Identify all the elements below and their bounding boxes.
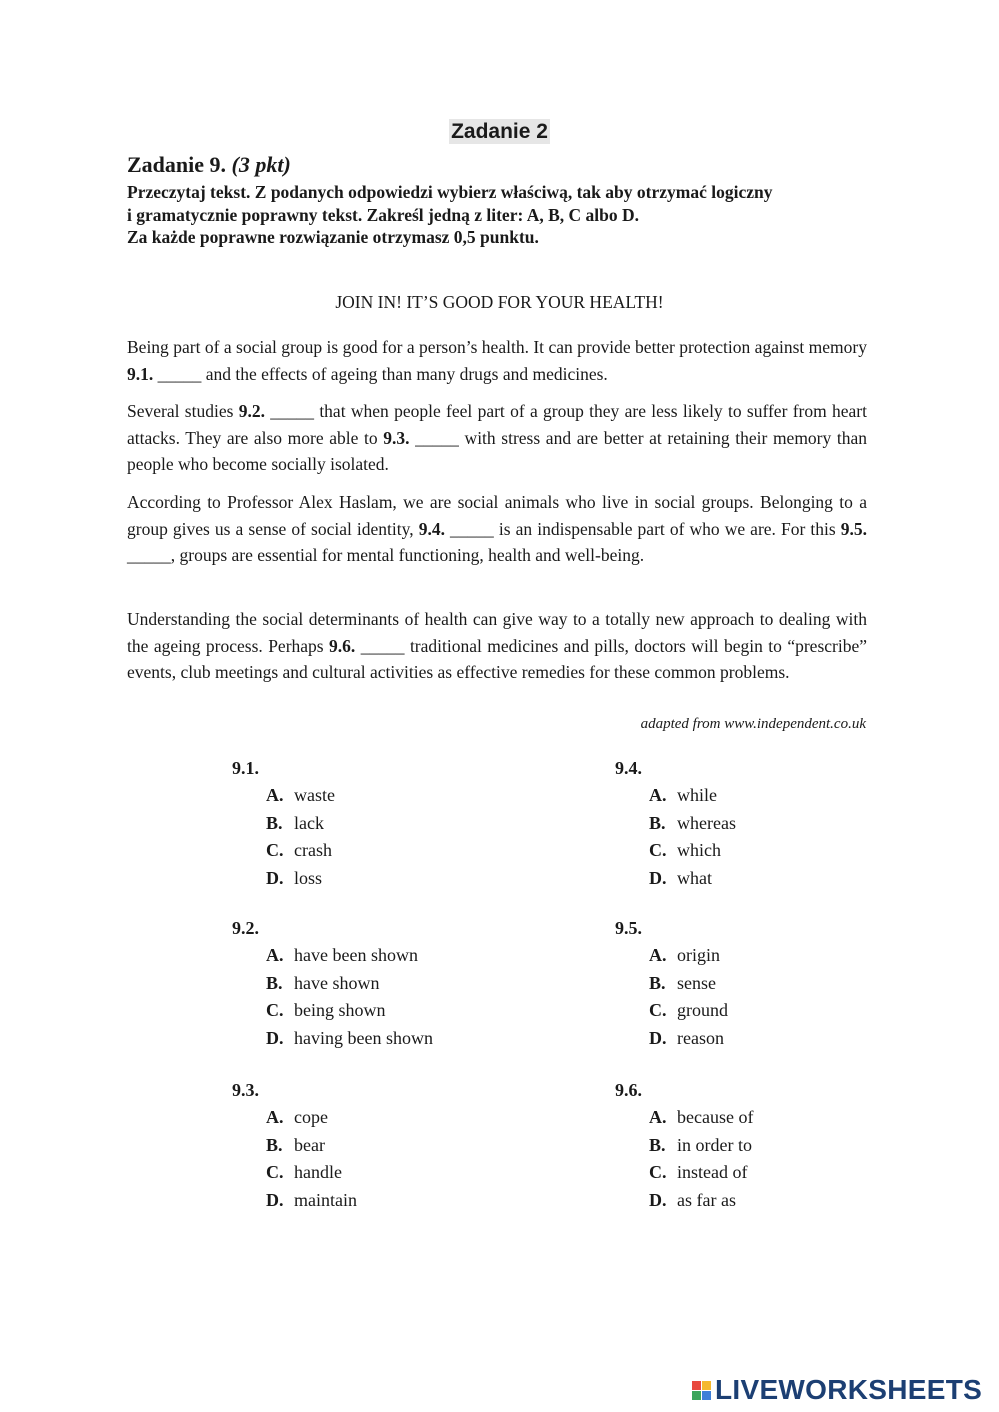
logo-tile bbox=[692, 1381, 701, 1390]
answer-option[interactable] bbox=[615, 810, 736, 838]
question-number: 9.3. bbox=[232, 1080, 259, 1100]
option-text: which bbox=[677, 840, 721, 861]
answer-option[interactable] bbox=[615, 782, 736, 810]
gap-number: 9.6. bbox=[329, 635, 356, 656]
question-9-5 bbox=[615, 914, 728, 1053]
answer-option[interactable] bbox=[615, 865, 736, 893]
liveworksheets-logo[interactable] bbox=[692, 1374, 982, 1406]
option-text: bear bbox=[294, 1134, 325, 1155]
logo-text: LIVEWORKSHEETS bbox=[715, 1374, 983, 1405]
gap-number: 9.2. bbox=[238, 401, 265, 421]
option-text: because of bbox=[677, 1107, 754, 1127]
liveworksheets-icon bbox=[692, 1381, 711, 1400]
option-letter: C. bbox=[266, 1162, 284, 1183]
question-9-3 bbox=[232, 1076, 357, 1215]
option-letter: B. bbox=[649, 972, 666, 993]
article-title: JOIN IN! IT’S GOOD FOR YOUR HEALTH! bbox=[335, 292, 664, 312]
answer-option[interactable] bbox=[232, 782, 335, 810]
paragraph-1 bbox=[127, 334, 867, 387]
option-letter: D. bbox=[266, 868, 284, 889]
instruction-line: Za każde poprawne rozwiązanie otrzymasz 0,5 punktu. bbox=[127, 227, 539, 247]
answer-option[interactable] bbox=[615, 1104, 753, 1132]
option-letter: B. bbox=[649, 812, 666, 833]
answer-option[interactable] bbox=[615, 997, 728, 1025]
option-text: waste bbox=[294, 785, 335, 805]
gap-blank[interactable]: _____ bbox=[270, 401, 315, 421]
question-number: 9.2. bbox=[232, 918, 259, 938]
article-source: adapted from www.independent.co.uk bbox=[640, 716, 866, 732]
gap-blank[interactable]: _____ bbox=[127, 545, 171, 566]
text: Understanding the social determinants of health can give way to a totally new approach to dealing with the ageing process. Perhaps bbox=[127, 609, 867, 656]
answer-option[interactable] bbox=[232, 997, 433, 1025]
answer-option[interactable] bbox=[615, 1132, 753, 1160]
option-letter: C. bbox=[266, 1000, 284, 1021]
option-text: having been shown bbox=[294, 1028, 433, 1049]
option-letter: B. bbox=[266, 812, 283, 833]
option-text: instead of bbox=[677, 1162, 748, 1183]
option-text: ground bbox=[677, 1000, 728, 1021]
option-text: in order to bbox=[677, 1134, 752, 1155]
answer-option[interactable] bbox=[615, 1159, 753, 1187]
option-text: as far as bbox=[677, 1190, 736, 1211]
option-text: handle bbox=[294, 1162, 342, 1183]
question-number: 9.6. bbox=[615, 1080, 642, 1100]
option-letter: C. bbox=[649, 1162, 667, 1183]
text: with stress and are better at retaining their memory than people who become socially isolated. bbox=[127, 427, 868, 475]
gap-number: 9.1. bbox=[127, 363, 154, 384]
answer-option[interactable] bbox=[615, 1025, 728, 1053]
task-points: (3 pkt) bbox=[231, 152, 291, 177]
answer-option[interactable] bbox=[232, 837, 335, 865]
paragraph-3 bbox=[127, 489, 867, 569]
question-number: 9.1. bbox=[232, 758, 259, 778]
option-letter: D. bbox=[649, 1190, 667, 1211]
answer-option[interactable] bbox=[232, 1025, 433, 1053]
question-9-2 bbox=[232, 914, 433, 1053]
option-letter: D. bbox=[266, 1028, 284, 1049]
option-text: have shown bbox=[294, 972, 380, 993]
option-letter: A. bbox=[649, 785, 667, 805]
task-heading bbox=[127, 152, 291, 178]
text: According to Professor Alex Haslam, we are social animals who live in social groups. Belonging to a group gives us a sense of social identity, bbox=[127, 492, 867, 539]
question-9-1 bbox=[232, 754, 335, 893]
logo-tile bbox=[702, 1391, 711, 1400]
page-title: Zadanie 2 bbox=[451, 120, 548, 143]
text: Being part of a social group is good for a person’s health. It can provide better protection against memory bbox=[127, 337, 867, 357]
option-text: reason bbox=[677, 1028, 724, 1049]
answer-option[interactable] bbox=[232, 865, 335, 893]
option-letter: D. bbox=[649, 1028, 667, 1049]
option-letter: B. bbox=[649, 1134, 666, 1155]
option-text: crash bbox=[294, 840, 332, 861]
question-9-4 bbox=[615, 754, 736, 893]
text: is an indispensable part of who we are. For this bbox=[493, 518, 841, 539]
option-text: while bbox=[677, 785, 717, 805]
answer-option[interactable] bbox=[232, 1159, 357, 1187]
answer-option[interactable] bbox=[232, 810, 335, 838]
instruction-line: Przeczytaj tekst. Z podanych odpowiedzi wybierz właściwą, tak aby otrzymać logiczny bbox=[127, 182, 773, 202]
gap-number: 9.5. bbox=[840, 518, 867, 539]
paragraph-2 bbox=[127, 398, 867, 478]
question-number: 9.4. bbox=[615, 758, 642, 778]
option-text: lack bbox=[294, 812, 324, 833]
option-text: loss bbox=[294, 868, 323, 889]
option-letter: A. bbox=[266, 1107, 284, 1127]
option-text: cope bbox=[294, 1107, 328, 1127]
option-letter: C. bbox=[649, 1000, 667, 1021]
text: , groups are essential for mental functioning, health and well-being. bbox=[170, 545, 645, 566]
text: Several studies bbox=[127, 401, 239, 421]
option-text: whereas bbox=[677, 812, 736, 833]
logo-tile bbox=[702, 1381, 711, 1390]
answer-option[interactable] bbox=[232, 1132, 357, 1160]
gap-number: 9.4. bbox=[418, 518, 445, 539]
text: traditional medicines and pills, doctors will begin to “prescribe” events, club meetings and cultural activities as effective remedies for these common problems. bbox=[127, 635, 868, 683]
answer-option[interactable] bbox=[232, 1187, 357, 1215]
text: that when people feel part of a group they are less likely to suffer from heart attacks. They are also more able to bbox=[127, 401, 868, 448]
answer-option[interactable] bbox=[232, 942, 433, 970]
title-bar bbox=[0, 120, 999, 144]
gap-blank[interactable]: _____ bbox=[450, 518, 494, 539]
gap-blank[interactable]: _____ bbox=[360, 635, 405, 656]
text: and the effects of ageing than many drugs and medicines. bbox=[201, 363, 608, 384]
answer-option[interactable] bbox=[615, 1187, 753, 1215]
option-letter: A. bbox=[649, 945, 667, 965]
answer-option[interactable] bbox=[232, 1104, 357, 1132]
gap-number: 9.3. bbox=[383, 427, 410, 448]
option-letter: B. bbox=[266, 972, 283, 993]
option-letter: C. bbox=[266, 840, 284, 861]
answer-option[interactable] bbox=[232, 970, 433, 998]
question-9-6 bbox=[615, 1076, 753, 1215]
answer-option[interactable] bbox=[615, 970, 728, 998]
gap-blank[interactable]: _____ bbox=[157, 363, 202, 384]
task-number: Zadanie 9. bbox=[127, 152, 227, 177]
option-text: sense bbox=[677, 972, 716, 993]
question-number: 9.5. bbox=[615, 918, 642, 938]
answer-option[interactable] bbox=[615, 942, 728, 970]
option-text: have been shown bbox=[294, 945, 418, 965]
option-letter: A. bbox=[266, 785, 284, 805]
option-letter: D. bbox=[266, 1190, 284, 1211]
option-letter: C. bbox=[649, 840, 667, 861]
instruction-line: i gramatycznie poprawny tekst. Zakreśl jedną z liter: A, B, C albo D. bbox=[127, 204, 640, 225]
task-instructions bbox=[127, 181, 887, 249]
option-letter: A. bbox=[266, 945, 284, 965]
gap-blank[interactable]: _____ bbox=[415, 427, 459, 448]
logo-tile bbox=[692, 1391, 701, 1400]
paragraph-4 bbox=[127, 606, 867, 686]
option-text: maintain bbox=[294, 1190, 357, 1211]
option-text: what bbox=[677, 868, 712, 889]
answer-option[interactable] bbox=[615, 837, 736, 865]
option-letter: B. bbox=[266, 1134, 283, 1155]
option-letter: D. bbox=[649, 868, 667, 889]
option-letter: A. bbox=[649, 1107, 667, 1127]
option-text: origin bbox=[677, 945, 720, 965]
option-text: being shown bbox=[294, 1000, 386, 1021]
